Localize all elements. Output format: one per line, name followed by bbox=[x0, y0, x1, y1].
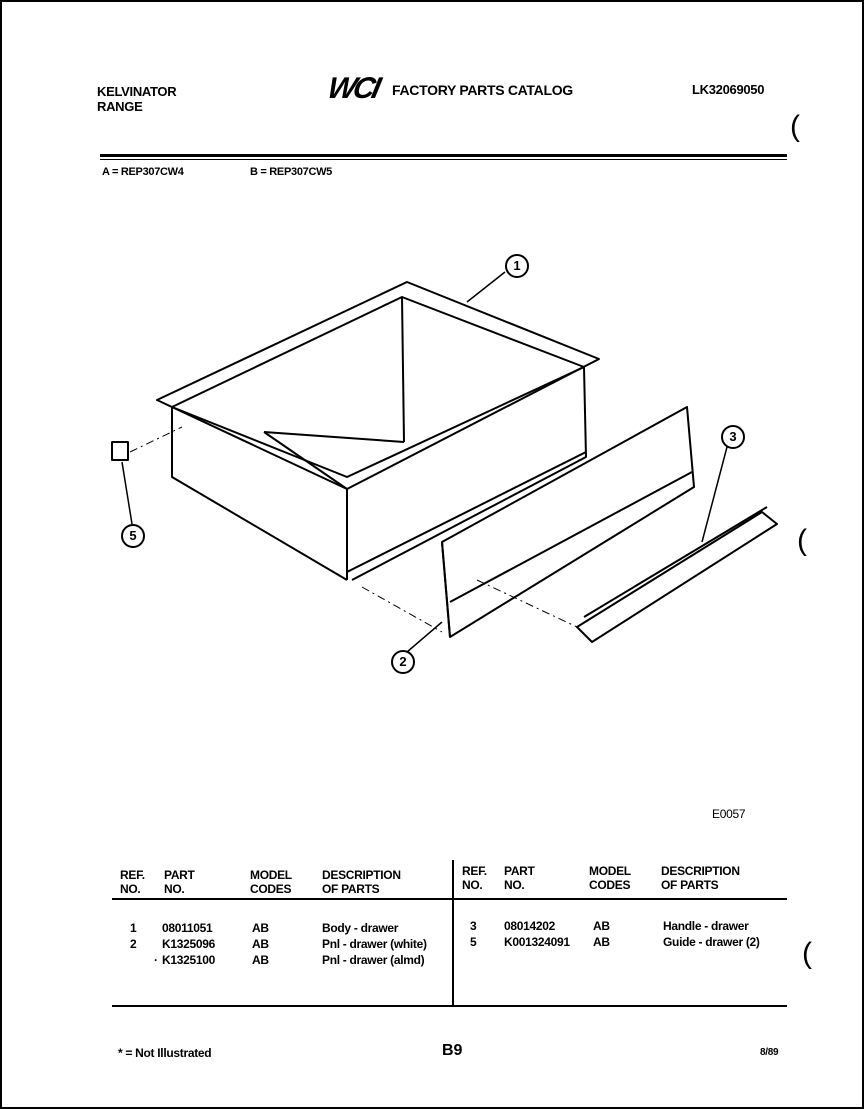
header-ref: REF. NO. bbox=[120, 868, 145, 896]
header-desc: DESCRIPTION OF PARTS bbox=[322, 868, 401, 896]
header-model: MODEL CODES bbox=[250, 868, 292, 896]
callout-5: 5 bbox=[121, 524, 145, 548]
product-type: RANGE bbox=[97, 99, 143, 114]
part-no: K1325100 bbox=[162, 953, 215, 967]
header-model: MODEL CODES bbox=[589, 864, 631, 892]
model-codes: AB bbox=[252, 937, 269, 951]
header-part: PART NO. bbox=[504, 864, 535, 892]
exploded-parts-diagram bbox=[2, 2, 864, 802]
header-desc: DESCRIPTION OF PARTS bbox=[661, 864, 740, 892]
not-illustrated-note: * = Not Illustrated bbox=[118, 1046, 212, 1060]
description: Guide - drawer (2) bbox=[663, 935, 760, 949]
print-date: 8/89 bbox=[760, 1047, 779, 1058]
ref-no: 1 bbox=[130, 921, 137, 935]
model-codes: AB bbox=[252, 953, 269, 967]
ref-no: 2 bbox=[130, 937, 137, 951]
model-codes: AB bbox=[593, 919, 610, 933]
part-no: K001324091 bbox=[504, 935, 570, 949]
table-header-rule bbox=[112, 898, 787, 900]
callout-2: 2 bbox=[391, 650, 415, 674]
brand-name: KELVINATOR bbox=[97, 84, 177, 99]
callout-1: 1 bbox=[505, 254, 529, 278]
description: Body - drawer bbox=[322, 921, 399, 935]
model-b: B = REP307CW5 bbox=[250, 166, 332, 178]
table-bottom-rule bbox=[112, 1005, 787, 1007]
ref-no: · bbox=[154, 953, 158, 967]
callout-3: 3 bbox=[721, 425, 745, 449]
header-part: PART NO. bbox=[164, 868, 195, 896]
figure-code: E0057 bbox=[712, 807, 746, 821]
part-no: K1325096 bbox=[162, 937, 215, 951]
binder-hole-mark: ( bbox=[790, 110, 800, 143]
page-number: B9 bbox=[442, 1042, 463, 1059]
description: Handle - drawer bbox=[663, 919, 749, 933]
binder-hole-mark: ( bbox=[797, 524, 807, 557]
ref-no: 5 bbox=[470, 935, 477, 949]
model-codes: AB bbox=[252, 921, 269, 935]
catalog-title: FACTORY PARTS CATALOG bbox=[392, 82, 573, 98]
description: Pnl - drawer (white) bbox=[322, 937, 427, 951]
binder-hole-mark: ( bbox=[802, 937, 812, 970]
catalog-number: LK32069050 bbox=[692, 82, 765, 97]
drawer-panel bbox=[442, 407, 694, 637]
model-a: A = REP307CW4 bbox=[102, 166, 184, 178]
description: Pnl - drawer (almd) bbox=[322, 953, 425, 967]
ref-no: 3 bbox=[470, 919, 477, 933]
header-ref: REF. NO. bbox=[462, 864, 487, 892]
part-no: 08011051 bbox=[162, 921, 213, 935]
table-divider bbox=[452, 860, 454, 1005]
drawer-guide bbox=[112, 442, 128, 460]
model-codes: AB bbox=[593, 935, 610, 949]
wci-logo: WCI bbox=[324, 72, 381, 105]
part-no: 08014202 bbox=[504, 919, 555, 933]
